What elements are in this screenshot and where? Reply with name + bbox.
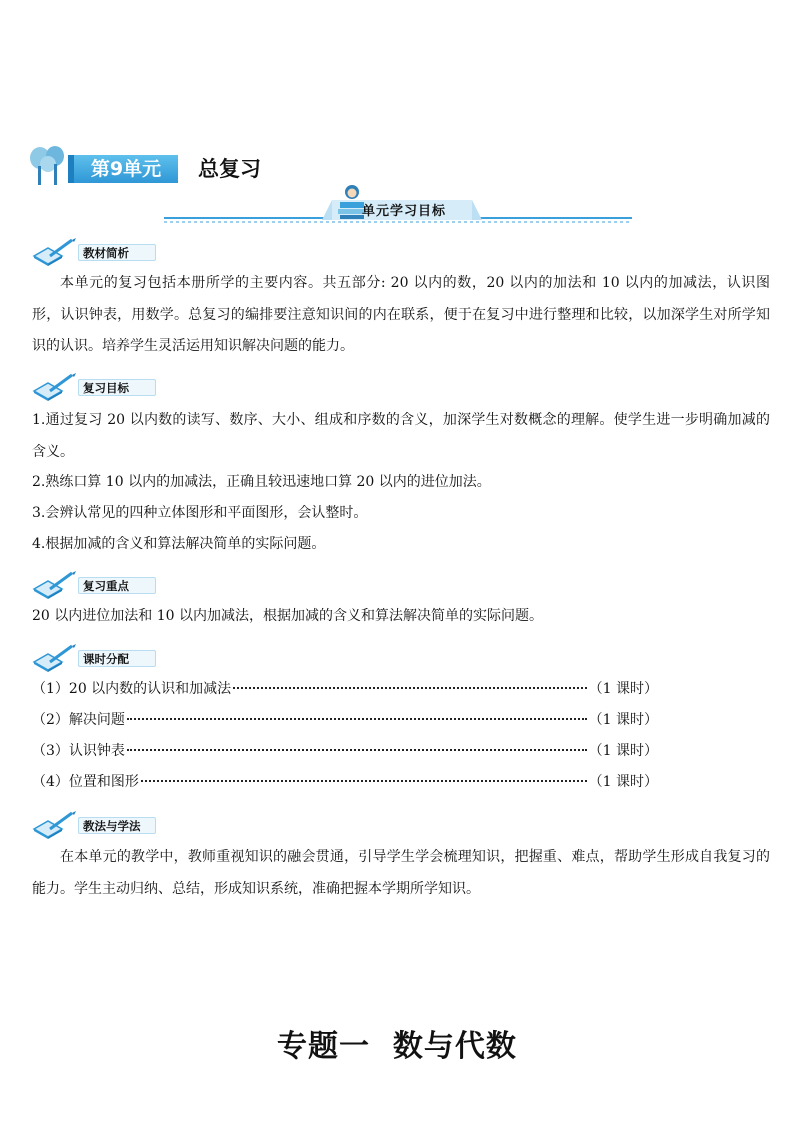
goals-banner-label: 单元学习目标 <box>362 204 447 219</box>
schedule-row <box>32 767 658 798</box>
section-header-schedule <box>30 642 160 672</box>
section-header-materials <box>30 236 160 266</box>
book-pencil-icon <box>30 809 80 839</box>
schedule-item-time: （1 课时） <box>588 774 658 790</box>
leader-dots <box>127 717 587 720</box>
book-pencil-icon <box>30 642 80 672</box>
schedule-item-name: （3）认识钟表 <box>32 743 125 759</box>
schedule-item-time: （1 课时） <box>588 712 658 728</box>
leader-dots <box>127 748 587 751</box>
section-label-methods: 教法与学法 <box>78 817 156 834</box>
tree-icon <box>28 146 66 186</box>
schedule-item-name: （4）位置和图形 <box>32 774 139 790</box>
schedule-row <box>32 736 658 767</box>
unit-badge: 第9单元 <box>68 155 178 183</box>
section-label-goals: 复习目标 <box>78 379 156 396</box>
leader-dots <box>141 779 587 782</box>
schedule-item-name: （1）20 以内数的认识和加减法 <box>32 681 232 697</box>
schedule-item-name: （2）解决问题 <box>32 712 125 728</box>
book-pencil-icon <box>30 371 80 401</box>
section-label-focus: 复习重点 <box>78 577 156 594</box>
schedule-item-time: （1 课时） <box>588 743 658 759</box>
section-header-methods <box>30 809 160 839</box>
section-label-materials: 教材简析 <box>78 244 156 261</box>
section-header-focus <box>30 569 160 599</box>
focus-text: 20 以内进位加法和 10 以内加减法，根据加减的含义和算法解决简单的实际问题。 <box>32 608 543 624</box>
topic-title: 专题一 数与代数 <box>277 1029 517 1064</box>
goal-item: 4.根据加减的含义和算法解决简单的实际问题。 <box>32 536 326 552</box>
schedule-row <box>32 674 658 705</box>
section-label-schedule: 课时分配 <box>78 650 156 667</box>
goal-item: 3.会辨认常见的四种立体图形和平面图形，会认整时。 <box>32 505 368 521</box>
goal-item: 1.通过复习 20 以内数的读写、数序、大小、组成和序数的含义，加深学生对数概念的理解。使学生进一步明确加减的含义。 <box>32 412 770 460</box>
book-pencil-icon <box>30 569 80 599</box>
schedule-item-time: （1 课时） <box>588 681 658 697</box>
unit-title: 总复习 <box>198 157 261 181</box>
methods-text: 在本单元的教学中，教师重视知识的融会贯通，引导学生学会梳理知识，把握重、难点，帮助学生形成自我复习的能力。学生主动归纳、总结，形成知识系统，准确把握本学期所学知识。 <box>32 849 770 897</box>
goal-item: 2.熟练口算 10 以内的加减法，正确且较迅速地口算 20 以内的进位加法。 <box>32 474 491 490</box>
schedule-row <box>32 705 658 736</box>
book-pencil-icon <box>30 236 80 266</box>
leader-dots <box>233 686 586 689</box>
materials-text: 本单元的复习包括本册所学的主要内容。共五部分: 20 以内的数，20 以内的加法和 10 以内的加减法，认识图形，认识钟表，用数学。总复习的编排要注意知识间的内在联系，便于在复习中进行整理和比较，以加深学生对所学知识的认识。培养学生灵活运用知识解决问题的能力。 <box>32 275 770 354</box>
section-header-goals <box>30 371 160 401</box>
